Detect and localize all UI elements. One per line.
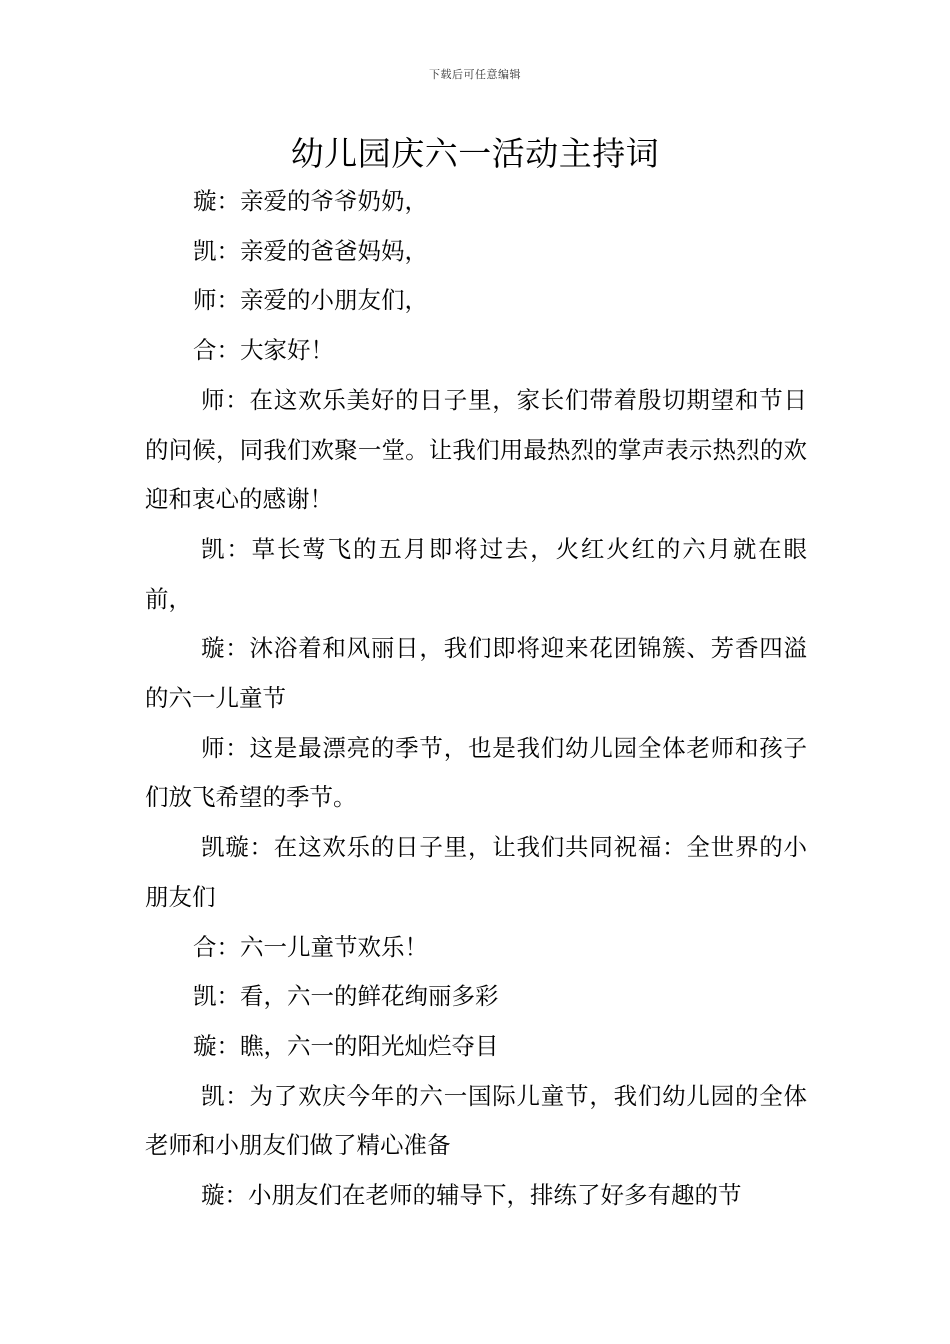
- paragraph: 璇：亲爱的爷爷奶奶，: [193, 187, 428, 215]
- document-body: [145, 177, 807, 1221]
- document-title: 幼儿园庆六一活动主持词: [290, 134, 660, 173]
- paragraph: 师：这是最漂亮的季节，也是我们幼儿园全体老师和孩子们放飞希望的季节。: [145, 733, 807, 812]
- paragraph: 凯：草长莺飞的五月即将过去，火红火红的六月就在眼前，: [145, 534, 807, 613]
- paragraph: 凯：为了欢庆今年的六一国际儿童节，我们幼儿园的全体老师和小朋友们做了精心准备: [145, 1081, 807, 1160]
- paragraph: 合：大家好！: [193, 336, 334, 365]
- paragraph: 合：六一儿童节欢乐！: [193, 932, 428, 961]
- paragraph: 璇：小朋友们在老师的辅导下，排练了好多有趣的节: [201, 1181, 742, 1210]
- paragraph: 师：在这欢乐美好的日子里，家长们带着殷切期望和节日的问候，同我们欢聚一堂。让我们用最热烈的掌声表示热烈的欢迎和衷心的感谢！: [145, 385, 807, 514]
- paragraph: 凯：看，六一的鲜花绚丽多彩: [193, 982, 499, 1011]
- paragraph: 凯：亲爱的爸爸妈妈，: [193, 236, 428, 265]
- paragraph: 凯璇：在这欢乐的日子里，让我们共同祝福：全世界的小朋友们: [145, 833, 807, 911]
- header-note: 下载后可任意编辑: [429, 68, 521, 81]
- paragraph: 璇：瞧，六一的阳光灿烂夺目: [193, 1031, 499, 1060]
- paragraph: 璇：沐浴着和风丽日，我们即将迎来花团锦簇、芳香四溢的六一儿童节: [145, 634, 807, 713]
- paragraph: 师：亲爱的小朋友们，: [193, 286, 428, 315]
